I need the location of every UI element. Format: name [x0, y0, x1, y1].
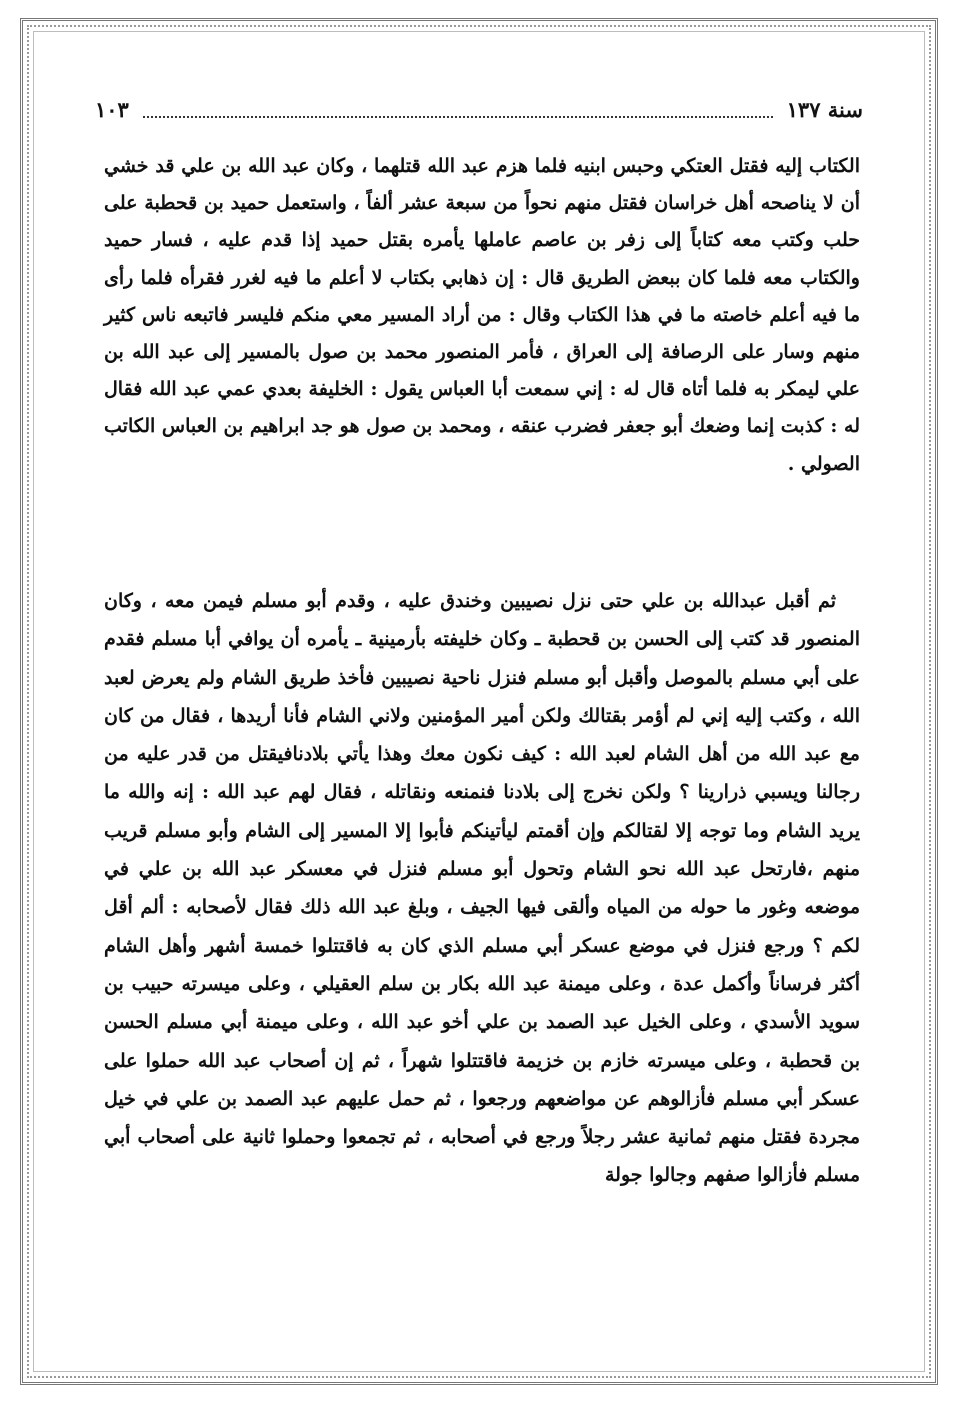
paragraph-2-text: ثم أقبل عبدالله بن علي حتى نزل نصيبين وخندق عليه ، وقدم أبو مسلم فيمن معه ، وكان المنصور قد كتب إلى الحسن بن قحطبة ـ وكان خليفته بأرمينية ـ يأمره أن يوافي أبا مسلم فقدم على أبي مسلم بالموصل وأقبل أبو مسلم فنزل ناحية نصيبين فأخذ طريق الشام ولم يعرض لعبد الله ، وكتب إليه إني لم أؤمر بقتالك ولكن أمير المؤمنين ولاني الشام فأنا أريدها ، فقال من كان مع عبد الله من أهل الشام لعبد الله : كيف نكون معك وهذا يأتي بلادنافيقتل من قدر عليه من رجالنا ويسبي ذرارينا ؟ ولكن نخرج إلى بلادنا فنمنعه ونقاتله ، فقال لهم عبد الله : إنه والله ما يريد الشام وما توجه إلا لقتالكم وإن أقمتم ليأتينكم فأبوا إلا المسير إلى الشام وأبو مسلم قريب منهم ،فارتحل عبد الله نحو الشام وتحول أبو مسلم فنزل في معسكر عبد الله بن علي في موضعه وغور ما حوله من المياه وألقى فيها الجيف ، وبلغ عبد الله ذلك فقال لأصحابه : ألم أقل لكم ؟ ورجع فنزل في موضع عسكر أبي مسلم الذي كان به فاقتتلوا خمسة أشهر وأهل الشام أكثر فرساناً وأكمل عدة ، وعلى ميمنة عبد الله بكار بن سلم العقيلي ، وعلى ميسرته حبيب بن سويد الأسدي ، وعلى الخيل عبد الصمد بن علي أخو عبد الله ، وعلى ميمنة أبي مسلم الحسن بن قحطبة ، وعلى ميسرته خازم بن خزيمة فاقتتلوا شهراً ، ثم إن أصحاب عبد الله حملوا على عسكر أبي مسلم فأزالوهم عن مواضعهم ورجعوا ، ثم حمل عليهم عبد الصمد بن علي في خيل مجردة فقتل منهم ثمانية عشر رجلاً ورجع في أصحابه ، ثم تجمعوا وحملوا ثانية على أصحاب أبي مسلم فأزالوا صفهم وجالوا جولة: [104, 590, 860, 1187]
header-title: سنة ١٣٧: [786, 96, 863, 122]
header-dotted-leader: [143, 116, 773, 118]
paragraph-2: [104, 582, 860, 1195]
paragraph-1: الكتاب إليه فقتل العتكي وحبس ابنيه فلما هزم عبد الله قتلهما ، وكان عبد الله بن علي قد خشي أن لا يناصحه أهل خراسان فقتل منهم نحواً من سبعة عشر ألفاً ، واستعمل حميد بن قحطبة على حلب وكتب معه كتاباً إلى زفر بن عاصم عاملها يأمره بقتل حميد إذا قدم عليه ، فسار حميد والكتاب معه فلما كان ببعض الطريق قال : إن ذهابي بكتاب لا أعلم ما فيه لغرر فقرأه فلما رأى ما فيه أعلم خاصته ما في هذا الكتاب وقال : من أراد المسير معي منكم فليسر فاتبعه ناس كثير منهم وسار على الرصافة إلى العراق ، فأمر المنصور محمد بن صول بالمسير إلى عبد الله بن علي ليمكر به فلما أتاه قال له : إني سمعت أبا العباس يقول : الخليفة بعدي عمي عبد الله فقال له : كذبت إنما وضعك أبو جعفر فضرب عنقه ، ومحمد بن صول هو جد ابراهيم بن العباس الكاتب الصولي .: [104, 155, 860, 475]
page-header: [95, 92, 863, 126]
page-number: ١٠٣: [95, 96, 129, 122]
